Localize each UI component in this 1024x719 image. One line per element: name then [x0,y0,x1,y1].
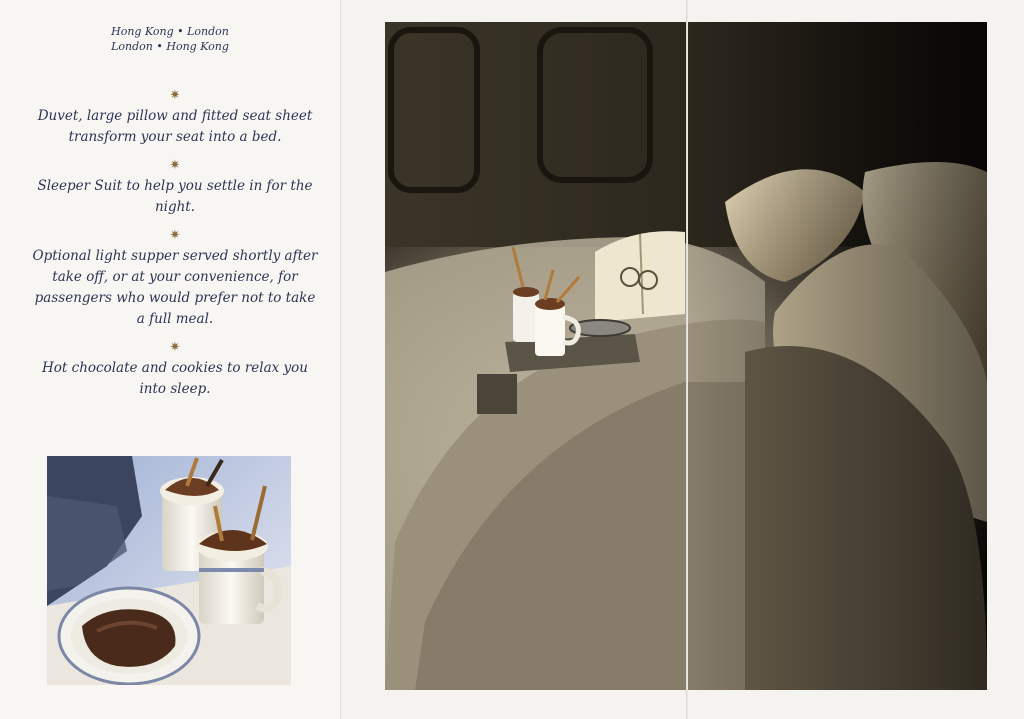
feature-text: Sleeper Suit to help you settle in for the night. [37,178,313,215]
hot-chocolate-photo [47,456,291,685]
feature-duvet [30,88,320,148]
route-line-1: Hong Kong • London [111,25,229,38]
feature-sleeper-suit [30,158,320,218]
feature-list [30,88,320,410]
feature-hot-chocolate [30,340,320,400]
feature-light-supper [30,228,320,330]
star-icon: ✷ [169,88,181,103]
star-icon: ✷ [169,228,181,243]
feature-text: Duvet, large pillow and fitted seat sheet transform your seat into a bed. [37,108,313,145]
star-icon: ✷ [169,158,181,173]
left-panel [0,0,341,719]
feature-text: Optional light supper served shortly after take off, or at your convenience, for passengers who would prefer not to take a full meal. [32,248,318,327]
star-icon: ✷ [169,340,181,355]
hot-chocolate-illustration [47,456,291,685]
route-line-2: London • Hong Kong [111,40,229,53]
feature-text: Hot chocolate and cookies to relax you into sleep. [42,360,308,397]
route-header [0,24,340,54]
page-fold [686,0,688,719]
